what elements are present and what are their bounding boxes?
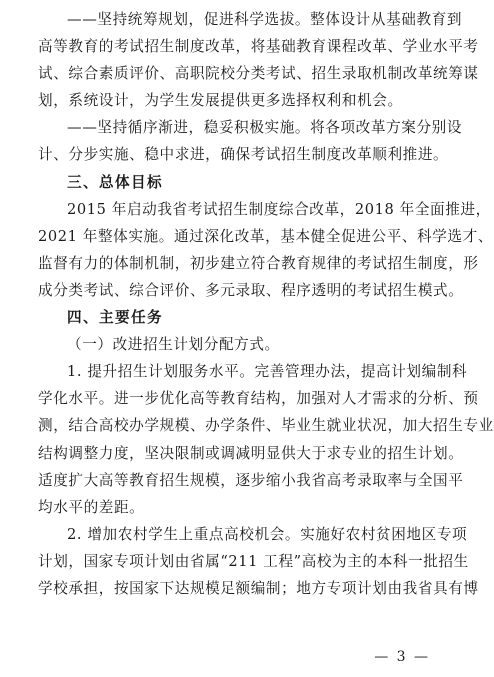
text-line: 高等教育的考试招生制度改革，将基础教育课程改革、学业水平考	[38, 38, 479, 56]
text-line: 2015 年启动我省考试招生制度综合改革，2018 年全面推进，	[67, 200, 491, 218]
text-line: 均水平的差距。	[38, 498, 145, 516]
text-line: 2. 增加农村学生上重点高校机会。实施好农村贫困地区专项	[67, 525, 468, 543]
text-line: ——坚持统筹规划，促进科学选拔。整体设计从基础教育到	[67, 11, 463, 28]
text-line: 监督有力的体制机制，初步建立符合教育规律的考试招生制度，形	[38, 254, 479, 272]
text-line: 成分类考试、综合评价、多元录取、程序透明的考试招生模式。	[38, 281, 464, 299]
text-line: （一）改进招生计划分配方式。	[67, 336, 280, 354]
text-line: 试、综合素质评价、高职院校分类考试、招生录取机制改革统筹谋	[38, 65, 479, 83]
text-line: ——坚持循序渐进，稳妥积极实施。将各项改革方案分别设	[67, 119, 463, 137]
text-line: 计、分步实施、稳中求进，确保考试招生制度改革顺利推进。	[38, 146, 449, 164]
text-line: 划，系统设计，为学生发展提供更多选择权利和机会。	[38, 92, 403, 110]
text-line: 1. 提升招生计划服务水平。完善管理办法，提高计划编制科	[67, 363, 468, 381]
text-line: 适度扩大高等教育招生规模，逐步缩小我省高考录取率与全国平	[38, 471, 464, 489]
section-heading: 三、总体目标	[67, 173, 163, 191]
document-body	[38, 6, 494, 602]
text-line: 计划，国家专项计划由省属“211 工程”高校为主的本科一批招生	[38, 552, 469, 570]
text-line: 学化水平。进一步优化高等教育结构，加强对人才需求的分析、预	[38, 390, 479, 408]
text-line: 结构调整力度，坚决限制或调减明显供大于求专业的招生计划。	[38, 444, 464, 462]
page-number: — 3 —	[374, 649, 430, 665]
text-line: 学校承担，按国家下达规模足额编制；地方专项计划由我省具有博	[38, 579, 479, 597]
text-line: 2021 年整体实施。通过深化改革，基本健全促进公平、科学选才、	[38, 227, 494, 245]
section-heading: 四、主要任务	[67, 309, 163, 327]
text-line: 测，结合高校办学规模、办学条件、毕业生就业状况，加大招生专业	[38, 417, 494, 435]
